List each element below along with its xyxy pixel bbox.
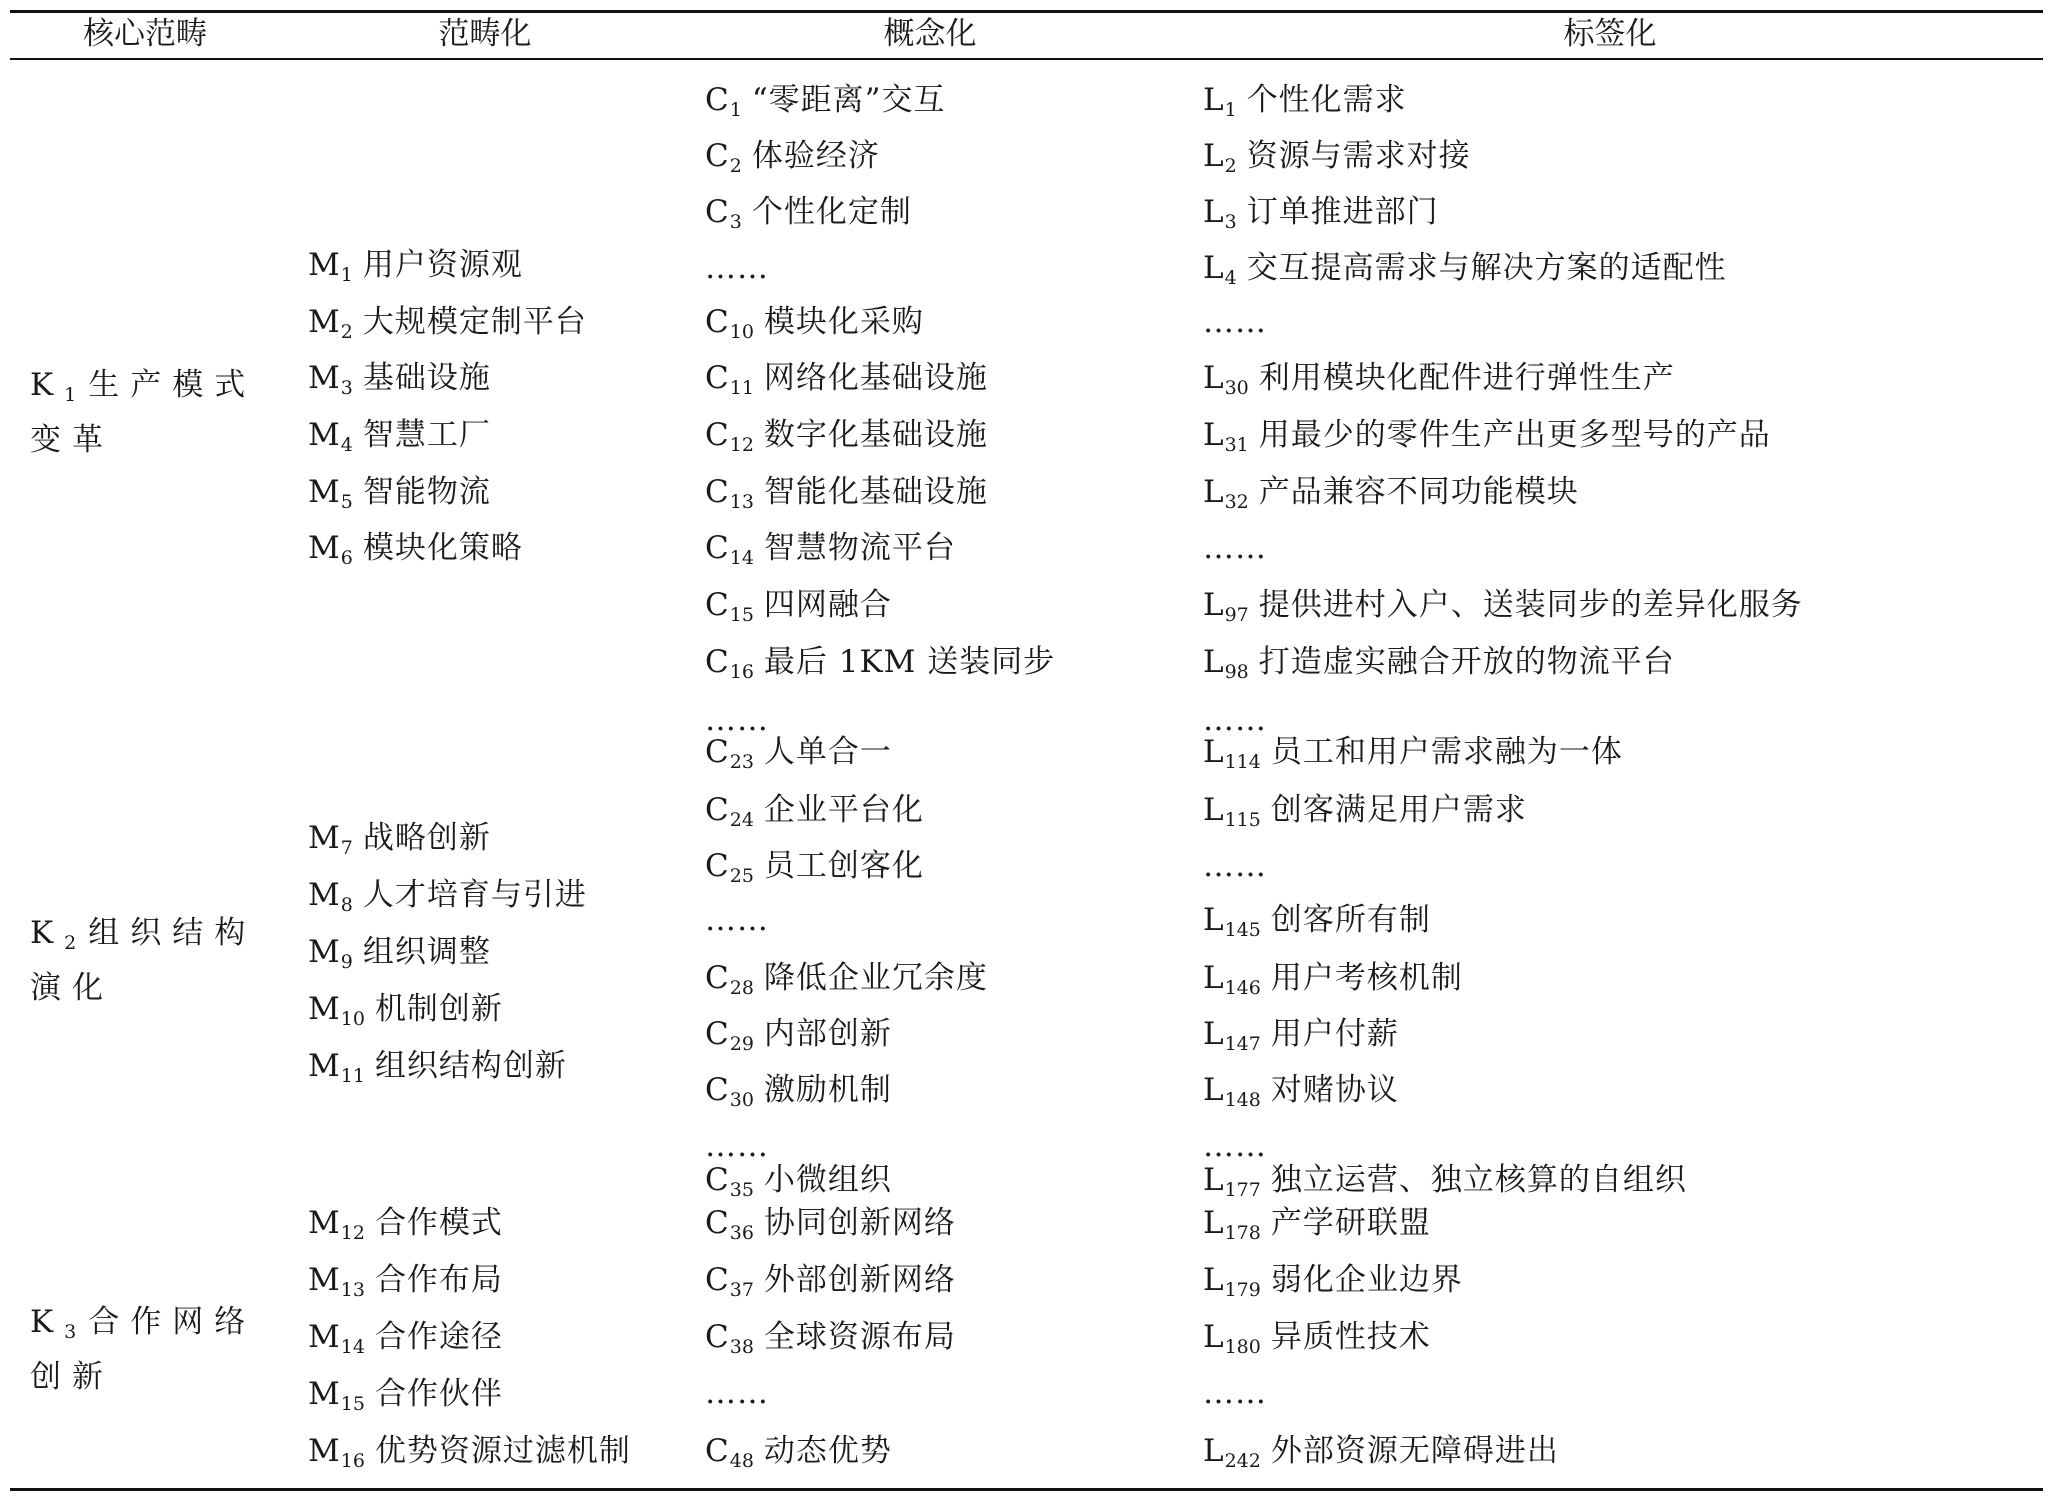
- category-m1: [308, 245, 523, 285]
- category-text: 合作模式: [374, 1205, 503, 1241]
- label-text: 用户付薪: [1270, 1016, 1399, 1052]
- code-index: 14: [340, 1336, 365, 1358]
- label-l114: [1203, 732, 1623, 772]
- code-index: 10: [729, 321, 754, 343]
- header-categorization: 范畴化: [438, 16, 532, 52]
- code-index: 8: [340, 894, 353, 916]
- code-letter: K: [30, 367, 65, 403]
- code-letter: L: [1203, 360, 1225, 396]
- core-category-k2: [30, 906, 280, 1016]
- label-text: 员工和用户需求融为一体: [1270, 734, 1623, 770]
- concept-c38: [705, 1317, 956, 1357]
- category-text: 智慧工厂: [362, 417, 491, 453]
- code-index: 11: [340, 1065, 365, 1087]
- category-text: 模块化策略: [362, 530, 523, 566]
- code-index: 23: [729, 751, 754, 773]
- code-index: 28: [729, 977, 754, 999]
- label-l3: [1203, 192, 1439, 232]
- code-letter: C: [705, 1433, 730, 1469]
- category-m13: [308, 1260, 503, 1300]
- code-letter: C: [705, 1016, 730, 1052]
- label-text: 异质性技术: [1270, 1319, 1431, 1355]
- category-m15: [308, 1374, 503, 1414]
- code-letter: L: [1203, 417, 1225, 453]
- concept-text: 协同创新网络: [763, 1205, 956, 1241]
- core-category-k3: [30, 1295, 280, 1405]
- concept-text: 企业平台化: [763, 792, 924, 828]
- code-index: 32: [1224, 491, 1249, 513]
- label-text: 个性化需求: [1246, 82, 1407, 118]
- code-letter: L: [1203, 734, 1225, 770]
- concept-ellipsis: [705, 900, 769, 940]
- code-letter: M: [308, 1376, 341, 1412]
- code-letter: M: [308, 820, 341, 856]
- code-letter: M: [308, 247, 341, 283]
- code-index: 31: [1224, 434, 1249, 456]
- code-letter: C: [705, 960, 730, 996]
- code-index: 242: [1224, 1450, 1261, 1472]
- code-letter: C: [705, 644, 730, 680]
- concept-text: 智慧物流平台: [763, 530, 956, 566]
- label-l1: [1203, 80, 1407, 120]
- category-text: 智能物流: [362, 474, 491, 510]
- code-letter: M: [308, 1262, 341, 1298]
- category-text: 合作伙伴: [374, 1376, 503, 1412]
- code-letter: C: [705, 1162, 730, 1198]
- code-index: 6: [340, 547, 353, 569]
- code-letter: C: [705, 848, 730, 884]
- code-letter: M: [308, 417, 341, 453]
- label-text: 用户考核机制: [1270, 960, 1463, 996]
- label-text: 独立运营、独立核算的自组织: [1270, 1162, 1687, 1198]
- code-index: 15: [340, 1393, 365, 1415]
- code-index: 2: [1224, 155, 1237, 177]
- label-l31: [1203, 415, 1771, 455]
- concept-text: 降低企业冗余度: [763, 960, 988, 996]
- code-letter: M: [308, 1048, 341, 1084]
- code-letter: L: [1203, 902, 1225, 938]
- label-l32: [1203, 472, 1579, 512]
- label-text: 资源与需求对接: [1246, 138, 1471, 174]
- concept-ellipsis: [705, 248, 769, 288]
- category-text: 基础设施: [362, 360, 491, 396]
- code-index: 48: [729, 1450, 754, 1472]
- label-text: 用最少的零件生产出更多型号的产品: [1258, 417, 1771, 453]
- code-index: 14: [729, 547, 754, 569]
- label-text: 产学研联盟: [1270, 1205, 1431, 1241]
- label-l30: [1203, 358, 1675, 398]
- category-m9: [308, 932, 491, 972]
- concept-c1: [705, 80, 946, 120]
- label-l179: [1203, 1260, 1463, 1300]
- concept-text: 四网融合: [763, 587, 892, 623]
- category-text: 组织调整: [362, 934, 491, 970]
- code-letter: C: [705, 1319, 730, 1355]
- code-letter: K: [30, 1304, 65, 1340]
- concept-text: ……: [705, 1375, 769, 1411]
- label-l2: [1203, 136, 1471, 176]
- category-m6: [308, 528, 523, 568]
- code-letter: C: [705, 792, 730, 828]
- label-l148: [1203, 1070, 1399, 1110]
- code-letter: C: [705, 360, 730, 396]
- code-index: 35: [729, 1179, 754, 1201]
- concept-text: “零距离”交互: [751, 82, 946, 118]
- code-index: 30: [1224, 377, 1249, 399]
- code-letter: M: [308, 934, 341, 970]
- code-letter: M: [308, 1205, 341, 1241]
- code-index: 13: [340, 1279, 365, 1301]
- concept-c16: [705, 642, 1055, 682]
- code-letter: C: [705, 417, 730, 453]
- core-category-text: 合作网络创新: [30, 1304, 257, 1395]
- concept-c28: [705, 958, 988, 998]
- label-ellipsis: [1203, 528, 1267, 568]
- category-text: 人才培育与引进: [362, 877, 587, 913]
- concept-c23: [705, 732, 892, 772]
- label-l180: [1203, 1317, 1431, 1357]
- code-index: 7: [340, 837, 353, 859]
- code-index: 3: [729, 211, 742, 233]
- label-text: 利用模块化配件进行弹性生产: [1258, 360, 1675, 396]
- label-text: 订单推进部门: [1246, 194, 1439, 230]
- code-letter: L: [1203, 82, 1225, 118]
- category-text: 合作途径: [374, 1319, 503, 1355]
- code-index: 177: [1224, 1179, 1261, 1201]
- code-letter: L: [1203, 644, 1225, 680]
- concept-ellipsis: [705, 1373, 769, 1413]
- category-m11: [308, 1046, 567, 1086]
- code-letter: M: [308, 474, 341, 510]
- code-index: 16: [729, 661, 754, 683]
- concept-text: ……: [705, 250, 769, 286]
- category-m7: [308, 818, 491, 858]
- header-labeling: 标签化: [1563, 16, 1657, 52]
- concept-c24: [705, 790, 924, 830]
- code-index: 2: [340, 321, 353, 343]
- concept-c2: [705, 136, 880, 176]
- concept-text: 激励机制: [763, 1072, 892, 1108]
- concept-text: ……: [705, 1128, 769, 1164]
- label-text: ……: [1203, 702, 1267, 738]
- code-index: 3: [64, 1321, 77, 1343]
- code-letter: L: [1203, 474, 1225, 510]
- label-text: 外部资源无障碍进出: [1270, 1433, 1559, 1469]
- code-letter: L: [1203, 1072, 1225, 1108]
- code-letter: C: [705, 194, 730, 230]
- core-category-text: 生产模式变革: [30, 367, 257, 458]
- concept-c12: [705, 415, 988, 455]
- category-m5: [308, 472, 491, 512]
- code-index: 12: [340, 1222, 365, 1244]
- header-conceptualization: 概念化: [883, 16, 977, 52]
- header-core-category: 核心范畴: [83, 16, 207, 52]
- code-index: 16: [340, 1450, 365, 1472]
- label-l145: [1203, 900, 1431, 940]
- label-text: 创客满足用户需求: [1270, 792, 1527, 828]
- concept-c36: [705, 1203, 956, 1243]
- label-text: ……: [1203, 848, 1267, 884]
- label-ellipsis: [1203, 302, 1267, 342]
- concept-c30: [705, 1070, 892, 1110]
- category-text: 组织结构创新: [374, 1048, 567, 1084]
- code-index: 115: [1224, 809, 1261, 831]
- code-index: 11: [729, 377, 754, 399]
- code-index: 12: [729, 434, 754, 456]
- code-index: 3: [1224, 211, 1237, 233]
- code-index: 37: [729, 1279, 754, 1301]
- code-index: 2: [729, 155, 742, 177]
- concept-text: ……: [705, 902, 769, 938]
- label-text: 产品兼容不同功能模块: [1258, 474, 1579, 510]
- code-index: 147: [1224, 1033, 1261, 1055]
- code-index: 1: [340, 264, 353, 286]
- label-text: 提供进村入户、送装同步的差异化服务: [1258, 587, 1803, 623]
- code-letter: M: [308, 877, 341, 913]
- table-bottom-rule: [10, 1488, 2043, 1491]
- concept-text: 个性化定制: [751, 194, 912, 230]
- code-letter: L: [1203, 250, 1225, 286]
- category-text: 优势资源过滤机制: [374, 1433, 631, 1469]
- code-index: 148: [1224, 1089, 1261, 1111]
- code-letter: L: [1203, 792, 1225, 828]
- concept-c3: [705, 192, 912, 232]
- code-index: 98: [1224, 661, 1249, 683]
- code-letter: C: [705, 530, 730, 566]
- code-index: 4: [340, 434, 353, 456]
- code-index: 30: [729, 1089, 754, 1111]
- code-index: 13: [729, 491, 754, 513]
- label-l178: [1203, 1203, 1431, 1243]
- code-letter: L: [1203, 138, 1225, 174]
- code-index: 29: [729, 1033, 754, 1055]
- code-index: 10: [340, 1008, 365, 1030]
- code-letter: C: [705, 304, 730, 340]
- code-letter: C: [705, 138, 730, 174]
- label-l147: [1203, 1014, 1399, 1054]
- concept-c35: [705, 1160, 892, 1200]
- concept-text: ……: [705, 702, 769, 738]
- label-ellipsis: [1203, 846, 1267, 886]
- code-index: 179: [1224, 1279, 1261, 1301]
- label-text: 创客所有制: [1270, 902, 1431, 938]
- code-index: 180: [1224, 1336, 1261, 1358]
- concept-text: 智能化基础设施: [763, 474, 988, 510]
- category-m16: [308, 1431, 631, 1471]
- label-l242: [1203, 1431, 1559, 1471]
- concept-text: 员工创客化: [763, 848, 924, 884]
- label-l98: [1203, 642, 1675, 682]
- code-letter: C: [705, 474, 730, 510]
- label-text: ……: [1203, 1128, 1267, 1164]
- code-letter: L: [1203, 587, 1225, 623]
- code-letter: L: [1203, 960, 1225, 996]
- concept-text: 模块化采购: [763, 304, 924, 340]
- concept-c25: [705, 846, 924, 886]
- code-index: 1: [64, 384, 77, 406]
- label-l115: [1203, 790, 1527, 830]
- code-index: 1: [1224, 99, 1237, 121]
- code-letter: L: [1203, 1016, 1225, 1052]
- code-letter: C: [705, 734, 730, 770]
- category-m12: [308, 1203, 503, 1243]
- code-letter: L: [1203, 1162, 1225, 1198]
- code-index: 3: [340, 377, 353, 399]
- code-index: 36: [729, 1222, 754, 1244]
- category-m4: [308, 415, 491, 455]
- category-m10: [308, 989, 503, 1029]
- code-index: 1: [729, 99, 742, 121]
- code-letter: M: [308, 360, 341, 396]
- category-text: 机制创新: [374, 991, 503, 1027]
- category-text: 战略创新: [362, 820, 491, 856]
- concept-text: 动态优势: [763, 1433, 892, 1469]
- label-text: ……: [1203, 530, 1267, 566]
- code-index: 2: [64, 932, 77, 954]
- concept-c15: [705, 585, 892, 625]
- code-index: 4: [1224, 267, 1237, 289]
- code-letter: K: [30, 915, 65, 951]
- category-text: 用户资源观: [362, 247, 523, 283]
- concept-text: 内部创新: [763, 1016, 892, 1052]
- code-index: 114: [1224, 751, 1261, 773]
- code-letter: C: [705, 1072, 730, 1108]
- concept-text: 网络化基础设施: [763, 360, 988, 396]
- code-letter: L: [1203, 1262, 1225, 1298]
- code-letter: M: [308, 1319, 341, 1355]
- concept-c29: [705, 1014, 892, 1054]
- concept-text: 小微组织: [763, 1162, 892, 1198]
- code-letter: L: [1203, 1319, 1225, 1355]
- code-letter: M: [308, 530, 341, 566]
- concept-c48: [705, 1431, 892, 1471]
- concept-text: 体验经济: [751, 138, 880, 174]
- concept-text: 人单合一: [763, 734, 892, 770]
- code-index: 5: [340, 491, 353, 513]
- label-text: 打造虚实融合开放的物流平台: [1258, 644, 1675, 680]
- label-l177: [1203, 1160, 1687, 1200]
- concept-text: 数字化基础设施: [763, 417, 988, 453]
- code-letter: M: [308, 991, 341, 1027]
- code-letter: M: [308, 304, 341, 340]
- concept-text: 全球资源布局: [763, 1319, 956, 1355]
- code-letter: L: [1203, 194, 1225, 230]
- code-index: 97: [1224, 604, 1249, 626]
- code-letter: L: [1203, 1205, 1225, 1241]
- core-category-k1: [30, 358, 280, 468]
- code-letter: C: [705, 1205, 730, 1241]
- category-text: 合作布局: [374, 1262, 503, 1298]
- code-index: 24: [729, 809, 754, 831]
- core-category-text: 组织结构演化: [30, 915, 257, 1006]
- label-text: 交互提高需求与解决方案的适配性: [1246, 250, 1727, 286]
- category-m14: [308, 1317, 503, 1357]
- concept-text: 外部创新网络: [763, 1262, 956, 1298]
- code-index: 25: [729, 865, 754, 887]
- code-letter: C: [705, 82, 730, 118]
- category-m8: [308, 875, 587, 915]
- category-m3: [308, 358, 491, 398]
- label-text: 对赌协议: [1270, 1072, 1399, 1108]
- label-l97: [1203, 585, 1803, 625]
- table-header-rule: [10, 58, 2043, 60]
- code-index: 9: [340, 951, 353, 973]
- label-ellipsis: [1203, 1373, 1267, 1413]
- code-letter: C: [705, 1262, 730, 1298]
- concept-text: 最后 1KM 送装同步: [763, 644, 1056, 680]
- concept-c13: [705, 472, 988, 512]
- code-index: 178: [1224, 1222, 1261, 1244]
- code-index: 145: [1224, 919, 1261, 941]
- concept-c10: [705, 302, 924, 342]
- concept-c14: [705, 528, 956, 568]
- category-m2: [308, 302, 587, 342]
- label-l146: [1203, 958, 1463, 998]
- code-letter: L: [1203, 1433, 1225, 1469]
- code-index: 15: [729, 604, 754, 626]
- code-index: 38: [729, 1336, 754, 1358]
- label-text: 弱化企业边界: [1270, 1262, 1463, 1298]
- category-text: 大规模定制平台: [362, 304, 587, 340]
- code-index: 146: [1224, 977, 1261, 999]
- label-l4: [1203, 248, 1727, 288]
- concept-c37: [705, 1260, 956, 1300]
- concept-c11: [705, 358, 988, 398]
- label-text: ……: [1203, 1375, 1267, 1411]
- code-letter: C: [705, 587, 730, 623]
- label-text: ……: [1203, 304, 1267, 340]
- code-letter: M: [308, 1433, 341, 1469]
